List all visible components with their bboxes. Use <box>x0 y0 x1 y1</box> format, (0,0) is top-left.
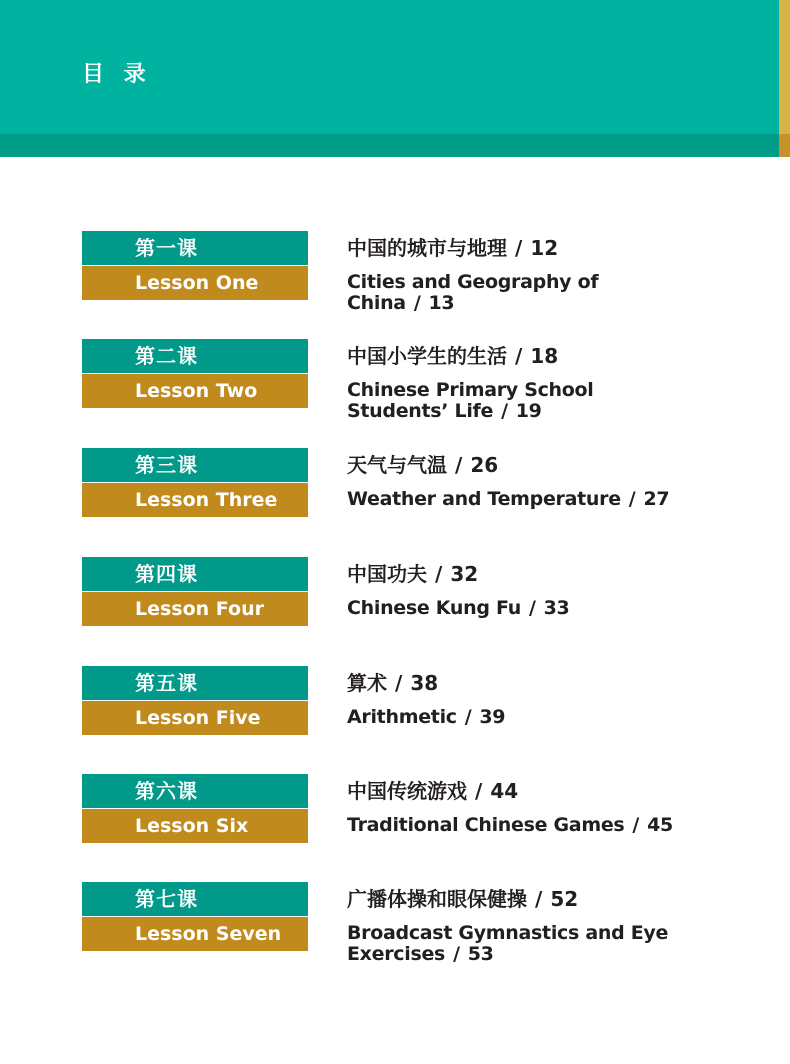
page-separator: / <box>628 488 636 510</box>
page-separator: / <box>501 400 508 422</box>
lesson-title-en[interactable] <box>347 483 687 510</box>
page-number: 12 <box>530 236 559 260</box>
title-text: 中国小学生的生活 <box>347 344 507 368</box>
page-number: 18 <box>530 344 559 368</box>
lesson-title-cn[interactable] <box>347 231 558 265</box>
lesson-title-en[interactable] <box>347 374 687 422</box>
toc-entry-lesson-5[interactable] <box>82 666 702 756</box>
lesson-number-en: Lesson One <box>82 266 308 300</box>
page-separator: / <box>515 344 523 368</box>
page-number: 26 <box>470 453 499 477</box>
page-separator: / <box>455 453 463 477</box>
toc-entry-lesson-3[interactable] <box>82 448 702 538</box>
toc-entry-lesson-6[interactable] <box>82 774 702 864</box>
title-text: Arithmetic <box>347 706 457 728</box>
lesson-title-cn[interactable] <box>347 557 478 591</box>
lesson-number-en: Lesson Seven <box>82 917 308 951</box>
title-text: 算术 <box>347 671 387 695</box>
page-number: 32 <box>450 562 479 586</box>
title-text: 中国功夫 <box>347 562 427 586</box>
page-title: 目 录 <box>82 62 152 87</box>
lesson-number-en: Lesson Three <box>82 483 308 517</box>
title-text: Weather and Temperature <box>347 488 621 510</box>
page-number: 39 <box>479 706 506 728</box>
title-text: Traditional Chinese Games <box>347 814 625 836</box>
page-separator: / <box>528 597 536 619</box>
page-number: 27 <box>643 488 670 510</box>
page-number: 45 <box>647 814 673 836</box>
toc-entry-lesson-7[interactable] <box>82 882 702 972</box>
page-separator: / <box>515 236 523 260</box>
title-text: 中国传统游戏 <box>347 779 467 803</box>
page-separator: / <box>453 943 460 965</box>
lesson-title-en[interactable] <box>347 592 687 619</box>
lesson-title-cn[interactable] <box>347 774 518 808</box>
lesson-title-cn[interactable] <box>347 882 578 916</box>
lesson-number-en: Lesson Five <box>82 701 308 735</box>
page-separator: / <box>464 706 472 728</box>
page-number: 53 <box>467 943 494 965</box>
page-header <box>0 0 790 157</box>
lesson-title-cn[interactable] <box>347 666 438 700</box>
lesson-title-en[interactable] <box>347 701 687 728</box>
title-text: Chinese Kung Fu <box>347 597 521 619</box>
toc-entry-lesson-4[interactable] <box>82 557 702 647</box>
page-number: 52 <box>550 887 579 911</box>
lesson-number-cn: 第六课 <box>82 774 308 808</box>
lesson-number-cn: 第二课 <box>82 339 308 373</box>
page-separator: / <box>535 887 543 911</box>
header-lower-band <box>0 134 779 157</box>
page-number: 38 <box>410 671 439 695</box>
lesson-title-cn[interactable] <box>347 448 498 482</box>
lesson-number-cn: 第五课 <box>82 666 308 700</box>
title-text: 天气与气温 <box>347 453 447 477</box>
page-separator: / <box>395 671 403 695</box>
page-number: 33 <box>543 597 570 619</box>
toc-entry-lesson-1[interactable] <box>82 231 702 321</box>
page-separator: / <box>632 814 640 836</box>
lesson-number-cn: 第三课 <box>82 448 308 482</box>
lesson-number-en: Lesson Four <box>82 592 308 626</box>
lesson-title-en[interactable] <box>347 917 687 965</box>
title-text: Broadcast Gymnastics and Eye Exercises <box>347 922 669 965</box>
toc-entry-lesson-2[interactable] <box>82 339 702 429</box>
lesson-title-cn[interactable] <box>347 339 558 373</box>
lesson-number-cn: 第一课 <box>82 231 308 265</box>
header-gold-edge-lower <box>779 134 790 157</box>
lesson-number-en: Lesson Two <box>82 374 308 408</box>
title-text: Chinese Primary School Students’ Life <box>347 379 594 422</box>
page-number: 13 <box>428 292 455 314</box>
title-text: Cities and Geography of China <box>347 271 599 314</box>
page-number: 19 <box>515 400 542 422</box>
lesson-number-cn: 第七课 <box>82 882 308 916</box>
page-number: 44 <box>490 779 519 803</box>
lesson-title-en[interactable] <box>347 266 687 314</box>
page-separator: / <box>435 562 443 586</box>
page-separator: / <box>475 779 483 803</box>
lesson-number-cn: 第四课 <box>82 557 308 591</box>
page-separator: / <box>413 292 421 314</box>
title-text: 中国的城市与地理 <box>347 236 507 260</box>
lesson-number-en: Lesson Six <box>82 809 308 843</box>
title-text: 广播体操和眼保健操 <box>347 887 527 911</box>
lesson-title-en[interactable] <box>347 809 687 836</box>
header-gold-edge <box>779 0 790 134</box>
